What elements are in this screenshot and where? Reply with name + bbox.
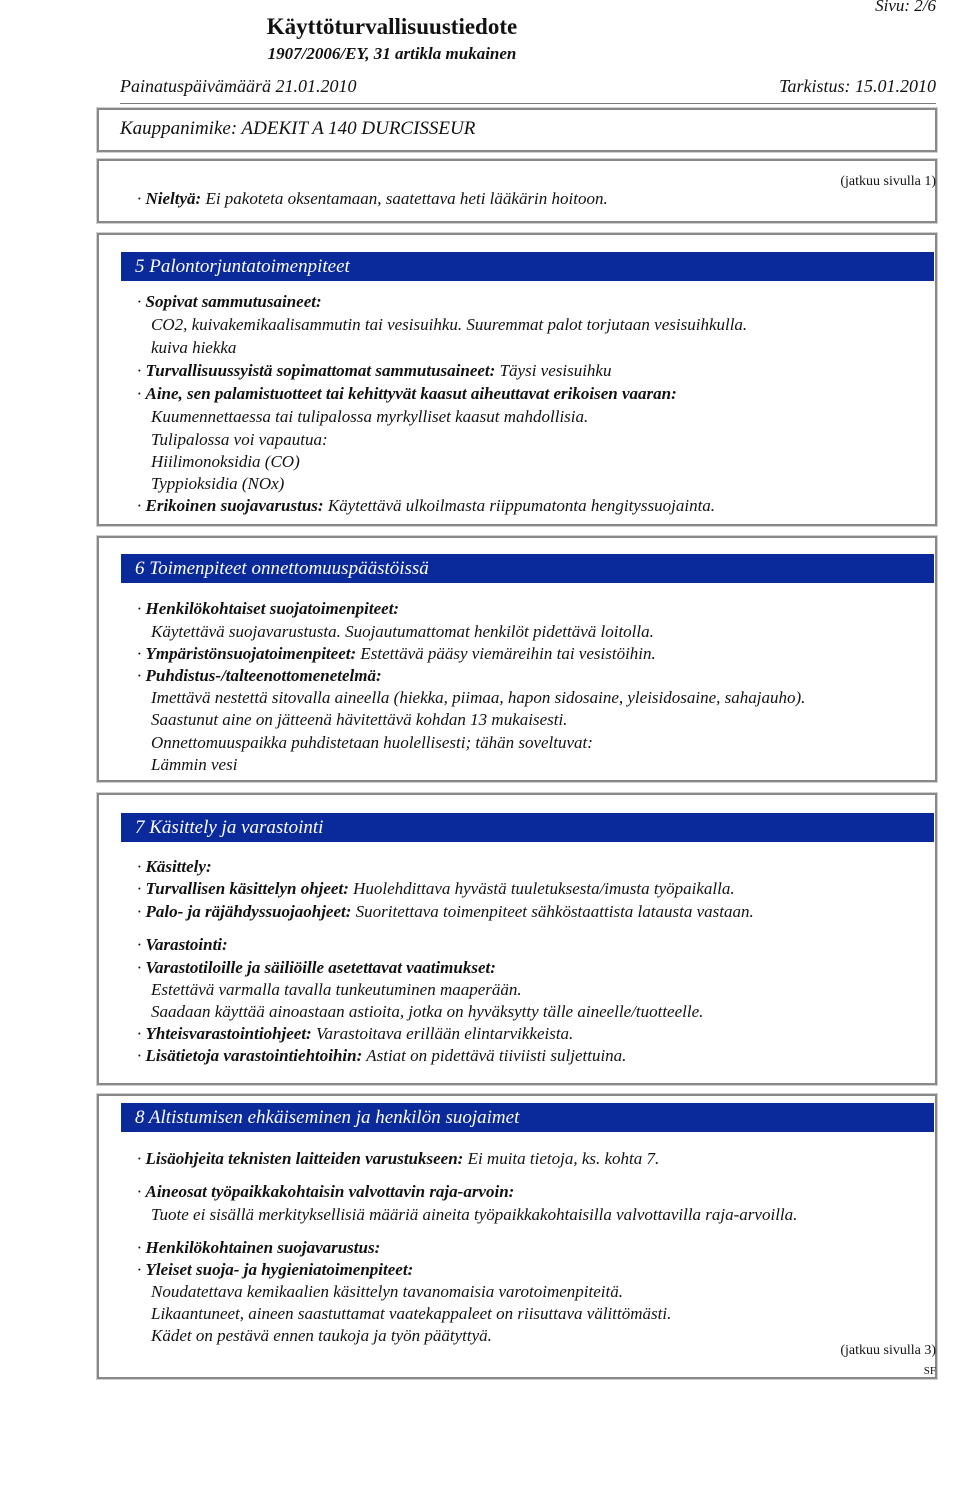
storage-info-line: · Lisätietoja varastointiehtoihin: Astiat on pidettävä tiiviisti suljettuina. (137, 1046, 627, 1065)
hazard-line2: Tulipalossa voi vapautua: (151, 430, 328, 449)
document-title: Käyttöturvallisuustiedote (266, 14, 518, 39)
general-line3: Kädet on pestävä ennen taukoja ja työn päätyttyä. (151, 1326, 492, 1345)
hazard-line4: Typpioksidia (NOx) (151, 474, 285, 493)
limits-text: Tuote ei sisällä merkityksellisiä määriä aineita työpaikkakohtaisilla valvottavilla raja-arvoilla. (151, 1205, 798, 1224)
section-7-title: 7 Käsittely ja varastointi (121, 813, 934, 842)
general-line1: Noudatettava kemikaalien käsittelyn tavanomaisia varotoimenpiteitä. (151, 1282, 623, 1301)
suitable-label-line: · Sopivat sammutusaineet: (137, 292, 322, 311)
personal-label: Henkilökohtaiset suojatoimenpiteet: (145, 599, 400, 618)
handling-label-line: · Käsittely: (137, 857, 212, 876)
storage-label-line: · Varastointi: (137, 935, 228, 954)
safe-handling-text: Huolehdittava hyvästä tuuletuksesta/imusta työpaikalla. (353, 879, 735, 898)
language-code: SF (923, 1365, 936, 1377)
handling-label: Käsittely: (145, 857, 212, 876)
unsuitable-label: Turvallisuussyistä sopimattomat sammutusaineet: (145, 361, 496, 380)
joint-storage-line: · Yhteisvarastointiohjeet: Varastoitava erillään elintarvikkeista. (137, 1024, 574, 1043)
fire-protection-text: Suoritettava toimenpiteet sähköstaattista latausta vastaan. (355, 902, 754, 921)
env-line: · Ympäristönsuojatoimenpiteet: Estettävä pääsy viemäreihin tai vesistöihin. (137, 644, 656, 663)
storage-req-label-line: · Varastotiloille ja säiliöille asetettavat vaatimukset: (137, 958, 496, 977)
section-5-title: 5 Palontorjuntatoimenpiteet (121, 252, 934, 281)
limits-label-line: · Aineosat työpaikkakohtaisin valvottavin raja-arvoin: (137, 1182, 515, 1201)
suitable-line1: CO2, kuivakemikaalisammutin tai vesisuihku. Suuremmat palot torjutaan vesisuihkulla. (151, 315, 748, 334)
hazard-line3: Hiilimonoksidia (CO) (151, 452, 300, 471)
trade-name: Kauppanimike: ADEKIT A 140 DURCISSEUR (120, 118, 476, 139)
fire-protection-label: Palo- ja räjähdyssuojaohjeet: (145, 902, 352, 921)
general-label-line: · Yleiset suoja- ja hygieniatoimenpiteet: (137, 1260, 414, 1279)
safe-handling-label: Turvallisen käsittelyn ohjeet: (145, 879, 349, 898)
equipment-text: Käytettävä ulkoilmasta riippumatonta hengityssuojainta. (327, 496, 716, 515)
tech-line: · Lisäohjeita teknisten laitteiden varustukseen: Ei muita tietoja, ks. kohta 7. (137, 1149, 660, 1168)
joint-storage-text: Varastoitava erillään elintarvikkeista. (315, 1024, 574, 1043)
swallowed-label: Nieltyä: (145, 189, 202, 208)
continued-to-note: (jatkuu sivulla 3) (840, 1343, 936, 1358)
suitable-line2: kuiva hiekka (151, 338, 237, 357)
section-6-title: 6 Toimenpiteet onnettomuuspäästöissä (121, 554, 934, 583)
revision-date: Tarkistus: 15.01.2010 (779, 76, 936, 96)
swallowed-line: · Nieltyä: Ei pakoteta oksentamaan, saatettava heti lääkärin hoitoon. (137, 189, 608, 208)
joint-storage-label: Yhteisvarastointiohjeet: (145, 1024, 312, 1043)
safe-handling-line: · Turvallisen käsittelyn ohjeet: Huolehdittava hyvästä tuuletuksesta/imusta työpaikalla. (137, 879, 735, 898)
cleanup-label: Puhdistus-/talteenottomenetelmä: (145, 666, 382, 685)
storage-req-label: Varastotiloille ja säiliöille asetettavat vaatimukset: (145, 958, 496, 977)
cleanup-label-line: · Puhdistus-/talteenottomenetelmä: (137, 666, 382, 685)
document-subtitle: 1907/2006/EY, 31 artikla mukainen (267, 44, 517, 63)
personal-text: Käytettävä suojavarustusta. Suojautumattomat henkilöt pidettävä loitolla. (151, 622, 654, 641)
storage-req-line1: Estettävä varmalla tavalla tunkeutuminen maaperään. (151, 980, 522, 999)
hazard-label-line: · Aine, sen palamistuotteet tai kehittyvät kaasut aiheuttavat erikoisen vaaran: (137, 384, 677, 403)
page-number: Sivu: 2/6 (875, 0, 936, 15)
storage-label: Varastointi: (145, 935, 228, 954)
storage-info-label: Lisätietoja varastointiehtoihin: (145, 1046, 363, 1065)
header-divider (120, 103, 936, 104)
cleanup-line4: Lämmin vesi (151, 755, 238, 774)
print-date: Painatuspäivämäärä 21.01.2010 (120, 76, 357, 96)
unsuitable-text: Täysi vesisuihku (499, 361, 612, 380)
general-label: Yleiset suoja- ja hygieniatoimenpiteet: (145, 1260, 414, 1279)
storage-req-line2: Saadaan käyttää ainoastaan astioita, jotka on hyväksytty tälle aineelle/tuotteelle. (151, 1002, 704, 1021)
limits-label: Aineosat työpaikkakohtaisin valvottavin raja-arvoin: (145, 1182, 515, 1201)
personal-label-line: · Henkilökohtaiset suojatoimenpiteet: (137, 599, 400, 618)
env-label: Ympäristönsuojatoimenpiteet: (145, 644, 357, 663)
tech-text: Ei muita tietoja, ks. kohta 7. (467, 1149, 660, 1168)
fire-protection-line: · Palo- ja räjähdyssuojaohjeet: Suoritettava toimenpiteet sähköstaattista latausta vastaan. (137, 902, 754, 921)
tech-label: Lisäohjeita teknisten laitteiden varustukseen: (145, 1149, 464, 1168)
env-text: Estettävä pääsy viemäreihin tai vesistöihin. (360, 644, 656, 663)
swallowed-text: Ei pakoteta oksentamaan, saatettava heti lääkärin hoitoon. (205, 189, 608, 208)
equipment-line: · Erikoinen suojavarustus: Käytettävä ulkoilmasta riippumatonta hengityssuojainta. (137, 496, 716, 515)
ppe-label-line: · Henkilökohtainen suojavarustus: (137, 1238, 381, 1257)
ppe-label: Henkilökohtainen suojavarustus: (145, 1238, 381, 1257)
section-8-title: 8 Altistumisen ehkäiseminen ja henkilön suojaimet (121, 1103, 934, 1132)
cleanup-line1: Imettävä nestettä sitovalla aineella (hiekka, piimaa, hapon sidosaine, yleisidosaine, sahajauho). (151, 688, 806, 707)
equipment-label: Erikoinen suojavarustus: (145, 496, 324, 515)
cleanup-line3: Onnettomuuspaikka puhdistetaan huolellisesti; tähän soveltuvat: (151, 733, 593, 752)
unsuitable-line: · Turvallisuussyistä sopimattomat sammutusaineet: Täysi vesisuihku (137, 361, 612, 380)
hazard-line1: Kuumennettaessa tai tulipalossa myrkylliset kaasut mahdollisia. (151, 407, 589, 426)
storage-info-text: Astiat on pidettävä tiiviisti suljettuina. (366, 1046, 627, 1065)
general-line2: Likaantuneet, aineen saastuttamat vaatekappaleet on riisuttava välittömästi. (151, 1304, 672, 1323)
hazard-label: Aine, sen palamistuotteet tai kehittyvät kaasut aiheuttavat erikoisen vaaran: (145, 384, 677, 403)
cleanup-line2: Saastunut aine on jätteenä hävitettävä kohdan 13 mukaisesti. (151, 710, 568, 729)
suitable-label: Sopivat sammutusaineet: (145, 292, 322, 311)
continued-from-note: (jatkuu sivulla 1) (840, 174, 936, 189)
